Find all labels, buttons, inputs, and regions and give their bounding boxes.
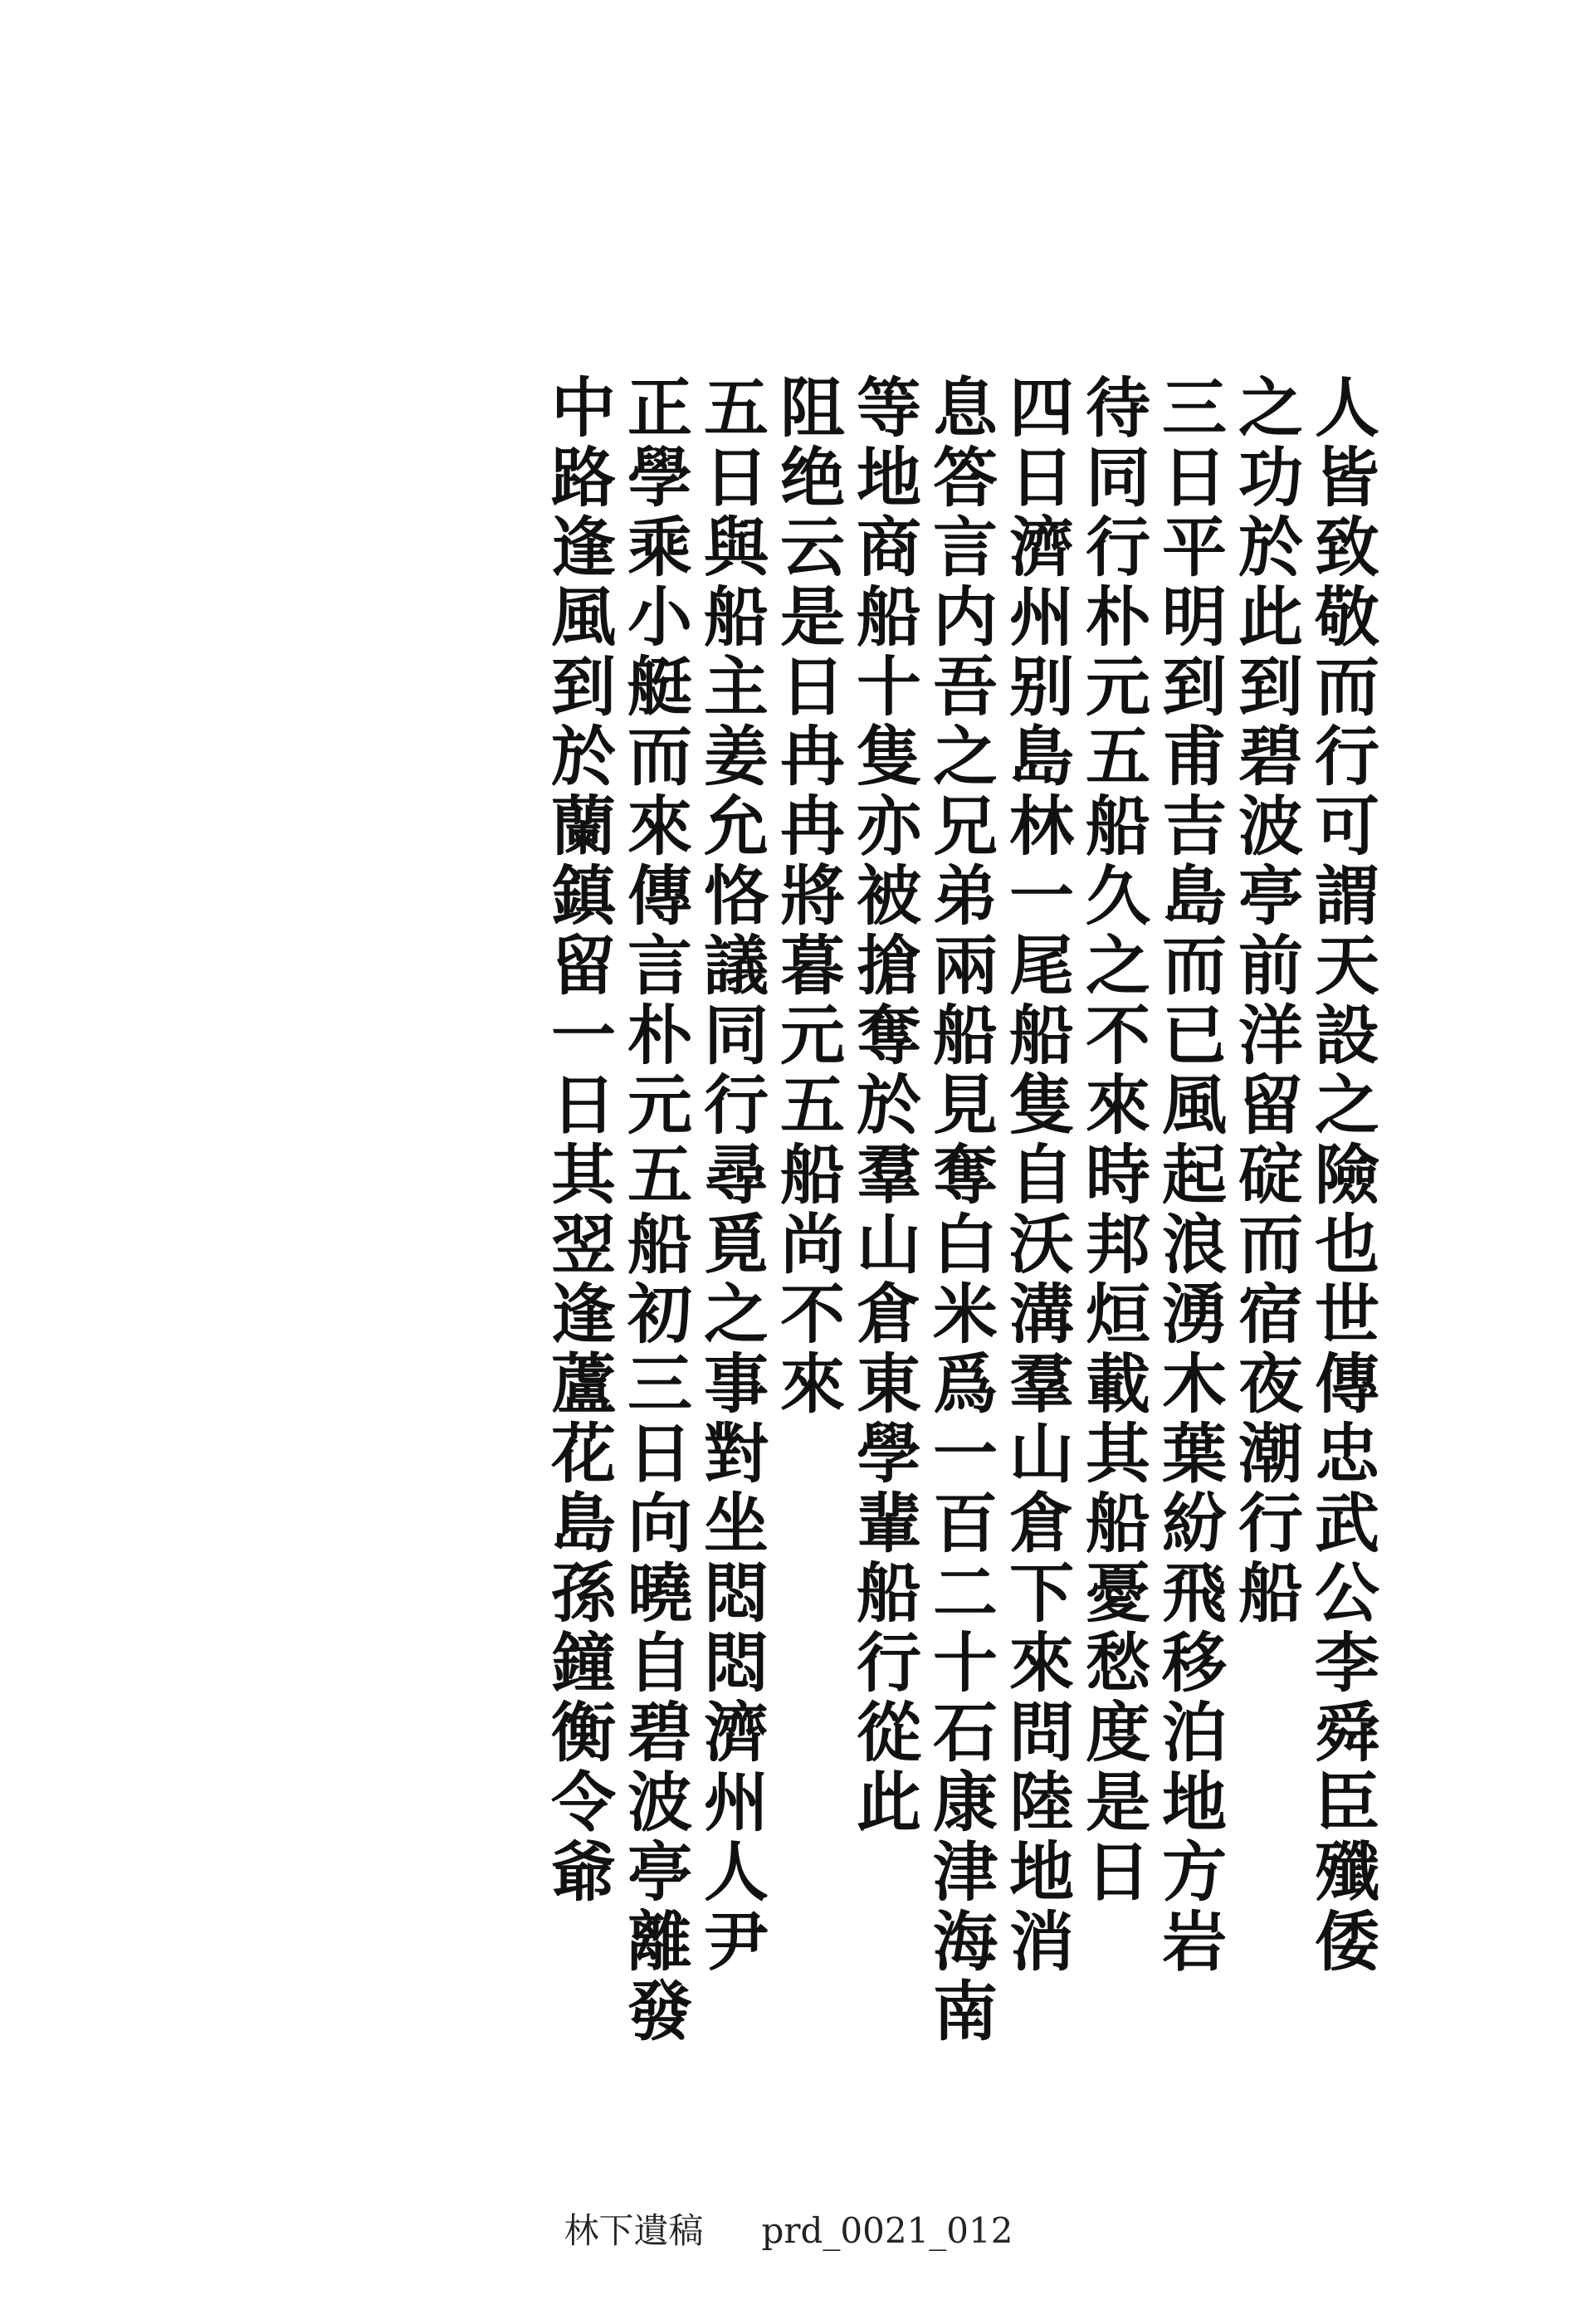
- text-column-11: 中路逢風到於蘭鎮留一日其翌逢蘆花島孫鐘衡令爺: [540, 374, 616, 1907]
- text-column-3: 三日平明到甫吉島而已風起浪湧木葉紛飛移泊地方岩: [1151, 374, 1227, 1977]
- text-column-2: 之功於此到碧波亭前洋留碇而宿夜潮行船: [1228, 374, 1303, 1628]
- text-column-6: 息答言内吾之兄弟兩船見奪白米爲一百二十石康津海南: [922, 374, 998, 2047]
- text-column-4: 待同行朴元五船久之不來時邦烜載其船憂愁度是日: [1075, 374, 1150, 1907]
- text-column-1: 人皆致敬而行可謂天設之險也世傳忠武公李舜臣殲倭: [1304, 374, 1379, 1977]
- text-body: [541, 374, 1378, 2133]
- page-footer: [0, 2204, 1577, 2253]
- footer-title: 林下遺稿: [564, 2210, 704, 2251]
- text-column-9: 五日與船主姜允恪議同行尋覓之事對坐悶悶濟州人尹: [693, 374, 769, 1977]
- text-column-8: 阻绝云是日冉冉將暮元五船尚不來: [769, 374, 845, 1419]
- text-column-7: 等地商船十隻亦被搶奪於羣山倉東學輩船行從此: [846, 374, 921, 1838]
- text-column-5: 四日濟州别島林一尾船隻自沃溝羣山倉下來問陸地消: [998, 374, 1074, 1977]
- footer-code: prd_0021_012: [761, 2210, 1013, 2251]
- text-column-10: 正學乘小艇而來傳言朴元五船初三日向曉自碧波亭離發: [617, 374, 692, 2047]
